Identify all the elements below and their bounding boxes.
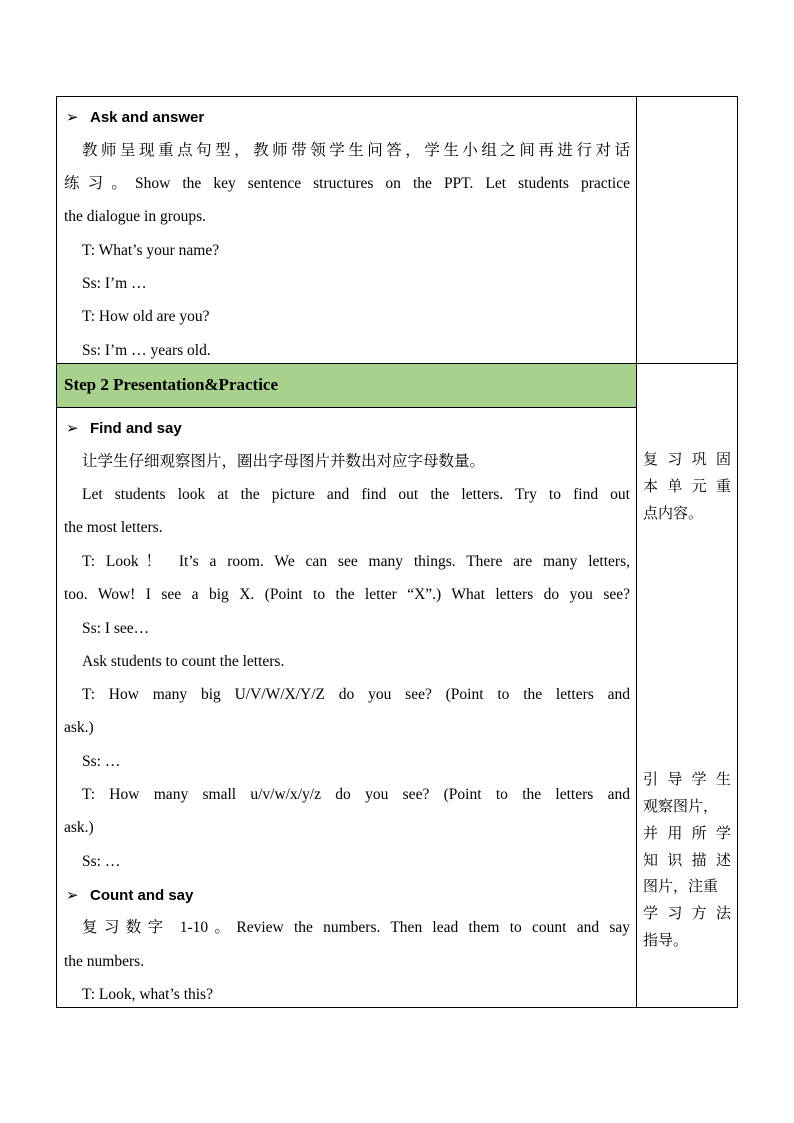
step-title: Step 2 Presentation&Practice (64, 375, 279, 394)
dialogue-line: Ss: I’m … (82, 275, 147, 292)
bullet-label: Count and say (90, 887, 194, 904)
text-line: 复习数字 1-10。Review the numbers. Then lead them to count and say (82, 919, 630, 936)
design-note-line: 并用所学 (643, 824, 731, 842)
bullet-count-and-say (66, 885, 193, 906)
bullet-find-and-say (66, 418, 182, 439)
text-line: 教师呈现重点句型，教师带领学生问答，学生小组之间再进行对话 (82, 142, 630, 159)
bullet-label: Ask and answer (90, 109, 205, 126)
design-note-line: 引导学生 (643, 770, 731, 788)
arrow-bullet-icon: ➢ (66, 886, 79, 904)
text-line: the most letters. (64, 519, 163, 536)
text-line: the dialogue in groups. (64, 208, 207, 225)
design-note-line: 复习巩固 (643, 450, 731, 468)
design-note-line: 知识描述 (643, 851, 731, 869)
design-note-line: 本单元重 (643, 477, 731, 495)
bullet-ask-and-answer (66, 107, 204, 128)
arrow-bullet-icon: ➢ (66, 419, 79, 437)
dialogue-line: T: Look, what’s this? (82, 986, 213, 1003)
text-line: the numbers. (64, 953, 145, 970)
column-divider (636, 96, 637, 1008)
dialogue-line: Ss: I’m … years old. (82, 342, 211, 359)
text-line: Let students look at the picture and find out the letters. Try to find out (82, 486, 630, 503)
design-note-line: 学习方法 (643, 904, 731, 922)
dialogue-line: Ss: I see… (82, 620, 150, 637)
text-line: Ask students to count the letters. (82, 653, 285, 670)
design-note-line: 点内容。 (643, 504, 704, 522)
dialogue-line: T: Look！ It’s a room. We can see many things. There are many letters, (82, 553, 630, 570)
arrow-bullet-icon: ➢ (66, 108, 79, 126)
dialogue-line: too. Wow! I see a big X. (Point to the letter “X”.) What letters do you see? (64, 586, 630, 603)
dialogue-line: ask.) (64, 719, 94, 736)
bullet-label: Find and say (90, 420, 182, 437)
design-note-line: 图片，注重 (643, 877, 719, 895)
step-header-bottom-border (56, 407, 637, 408)
dialogue-line: T: How old are you? (82, 308, 210, 325)
dialogue-line: T: How many big U/V/W/X/Y/Z do you see? (Point to the letters and (82, 686, 630, 703)
dialogue-line: T: How many small u/v/w/x/y/z do you see? (Point to the letters and (82, 786, 630, 803)
text-line: 练习。Show the key sentence structures on the PPT. Let students practice (64, 175, 630, 192)
dialogue-line: Ss: … (82, 753, 121, 770)
dialogue-line: ask.) (64, 819, 94, 836)
dialogue-line: Ss: … (82, 853, 121, 870)
design-note-line: 观察图片， (643, 797, 719, 815)
design-note-line: 指导。 (643, 931, 689, 949)
text-line: 让学生仔细观察图片，圈出字母图片并数出对应字母数量。 (82, 453, 486, 470)
dialogue-line: T: What’s your name? (82, 242, 220, 259)
